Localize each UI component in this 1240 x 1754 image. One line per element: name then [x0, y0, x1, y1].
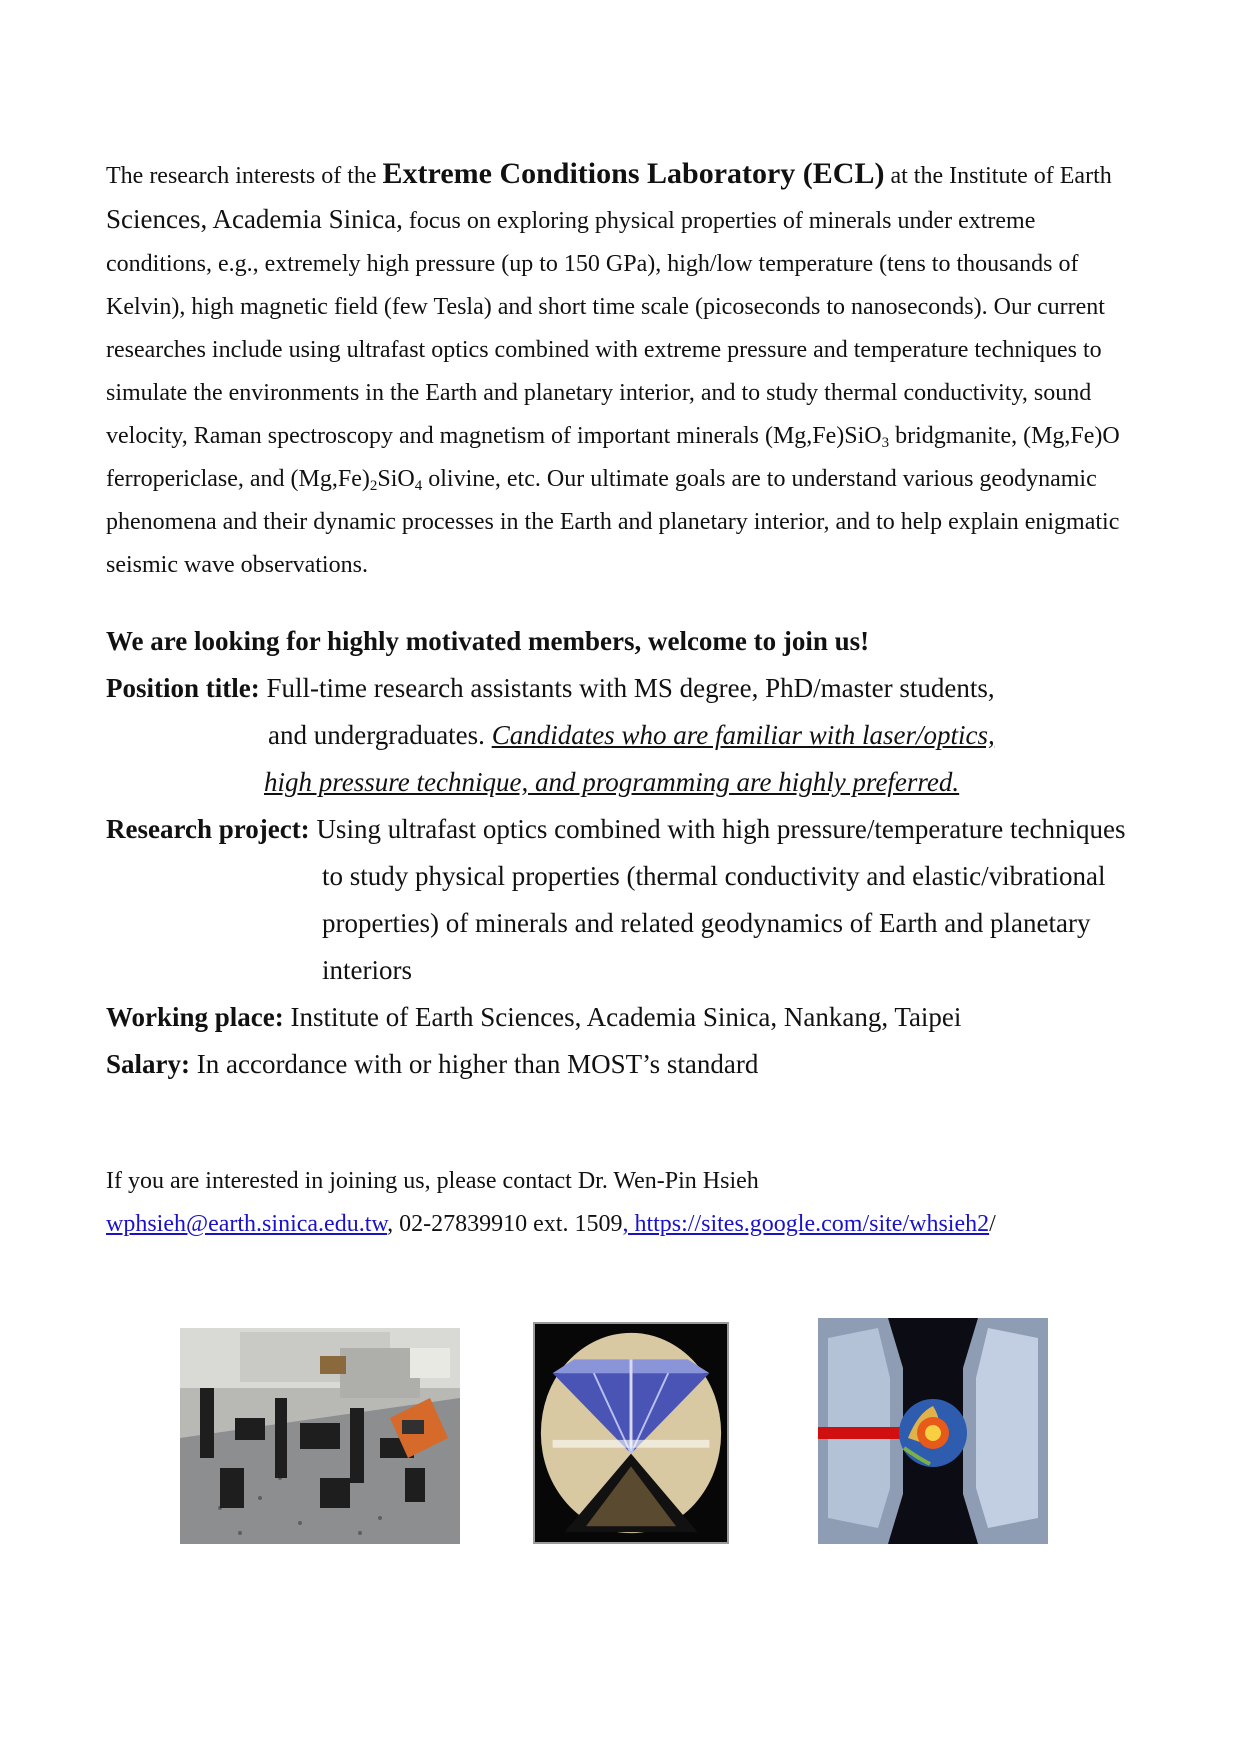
website-link[interactable]: , https://sites.google.com/site/whsieh2 — [622, 1211, 990, 1237]
position-title-line — [106, 665, 1166, 712]
position-line-2: and undergraduates. Candidates who are familiar with laser/optics, — [268, 720, 995, 750]
contact-section — [106, 1160, 996, 1246]
position-text: Full-time research assistants with MS degree, PhD/master students, — [259, 673, 995, 703]
intro-text-1: The research interests of the — [106, 163, 383, 189]
position-line-3 — [106, 759, 1166, 806]
preferred-note-2: high pressure technique, and programming are highly preferred. — [264, 767, 960, 797]
recruit-headline: We are looking for highly motivated members, welcome to join us! — [106, 626, 870, 656]
project-line-3: properties) of minerals and related geodynamics of Earth and planetary — [322, 908, 1091, 938]
preferred-note: Candidates who are familiar with laser/optics, — [491, 720, 995, 750]
subscript-4: 4 — [414, 478, 423, 494]
position-label: Position title: — [106, 673, 260, 703]
contact-details: wphsieh@earth.sinica.edu.tw, 02-27839910 ext. 1509, https://sites.google.com/site/whsieh2/ — [106, 1211, 996, 1237]
project-text: Using ultrafast optics combined with high pressure/temperature techniques — [309, 814, 1126, 844]
earth-anvil-illustration — [818, 1318, 1048, 1544]
intro-paragraph — [106, 152, 1146, 587]
optics-lab-photo — [180, 1328, 460, 1544]
intro-institute: Sciences, Academia Sinica, — [106, 204, 403, 234]
research-project-line — [106, 806, 1166, 853]
salary-line — [106, 1041, 1166, 1088]
project-line-2: to study physical properties (thermal conductivity and elastic/vibrational — [322, 861, 1106, 891]
place-label: Working place: — [106, 1002, 284, 1032]
email-link[interactable]: wphsieh@earth.sinica.edu.tw — [106, 1211, 388, 1237]
intro-text-2: at the Institute of Earth — [884, 163, 1112, 189]
project-line-4: interiors — [322, 955, 412, 985]
salary-text: In accordance with or higher than MOST’s standard — [190, 1049, 759, 1079]
intro-text-6: SiO — [377, 466, 415, 492]
working-place-line — [106, 994, 1166, 1041]
diamond-anvil-photo — [533, 1322, 729, 1544]
subscript-3: 3 — [881, 435, 890, 451]
project-label: Research project: — [106, 814, 310, 844]
subscript-2: 2 — [369, 478, 378, 494]
salary-label: Salary: — [106, 1049, 190, 1079]
intro-text-5: bridgmanite, (Mg,Fe)O ferropericlase, and (Mg,Fe) — [106, 423, 1120, 492]
intro-text-7: olivine, etc. Our ultimate goals are to understand various geodynamic phenomena and their dynamic processes in the Earth and planetary interior, and to help explain enigmatic seismic wave observations. — [106, 466, 1120, 578]
place-text: Institute of Earth Sciences, Academia Sinica, Nankang, Taipei — [283, 1002, 962, 1032]
lab-name: Extreme Conditions Laboratory (ECL) — [382, 157, 885, 190]
intro-text-4: focus on exploring physical properties of minerals under extreme conditions, e.g., extremely high pressure (up to 150 GPa), high/low temperature (tens to thousands of Kelvin), high magnetic field (few Tesla) and short time scale (picoseconds to nanoseconds). Our current researches include using ultrafast optics combined with extreme pressure and temperature techniques to simulate the environments in the Earth and planetary interior, and to study thermal conductivity, sound velocity, Raman spectroscopy and magnetism of important minerals (Mg,Fe)SiO — [106, 208, 1105, 449]
phone-number: , 02-27839910 ext. 1509 — [387, 1211, 623, 1237]
recruitment-section — [106, 618, 1166, 1088]
contact-intro: If you are interested in joining us, please contact Dr. Wen-Pin Hsieh — [106, 1168, 759, 1194]
